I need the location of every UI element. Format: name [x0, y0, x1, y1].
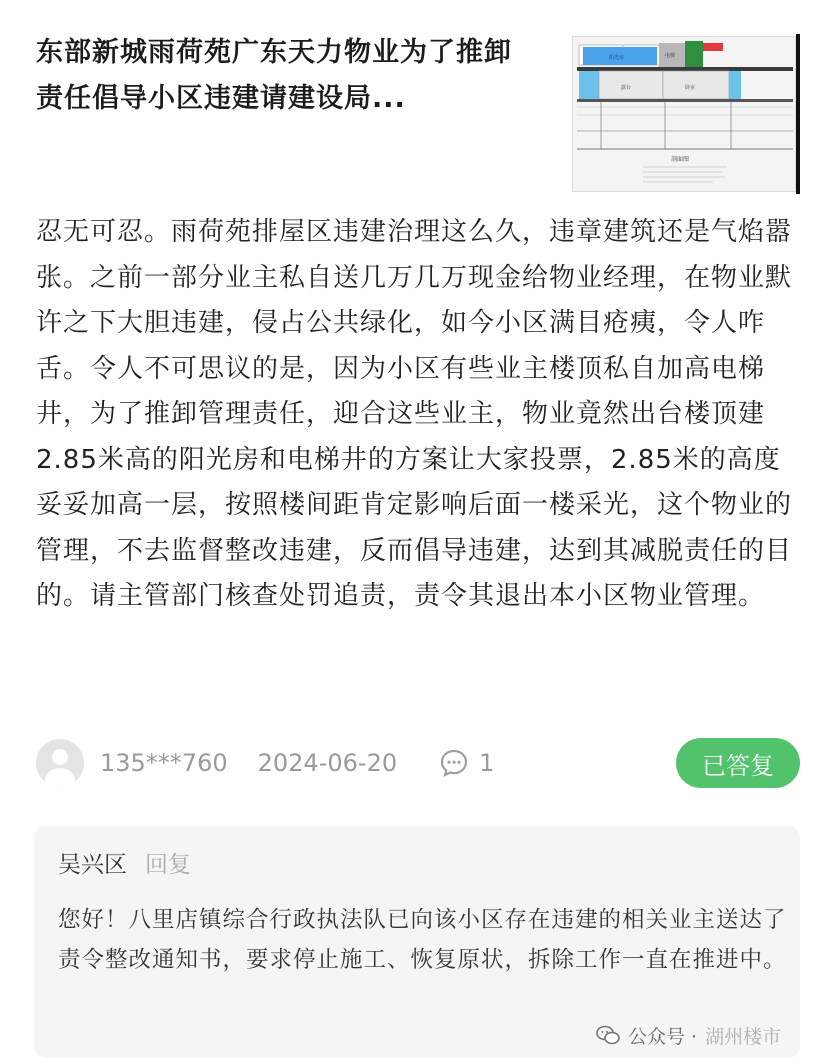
- comment-bubble-icon[interactable]: [439, 748, 469, 778]
- comment-count: 1: [479, 749, 495, 777]
- thumb-label-4: 卧室: [685, 85, 696, 91]
- thumb-caption: 剖面图: [671, 156, 690, 163]
- post-meta-row: [36, 736, 800, 790]
- watermark: [596, 1018, 806, 1052]
- reply-department: 吴兴区: [58, 852, 127, 878]
- post-body-text: 忍无可忍。雨荷苑排屋区违建治理这么久，违章建筑还是气焰嚣张。之前一部分业主私自送几万几万现金给物业经理，在物业默许之下大胆违建，侵占公共绿化，如今小区满目疮痍，令人咋舌。令人不可思议的是，因为小区有些业主楼顶私自加高电梯井，为了推卸管理责任，迎合这些业主，物业竟然出台楼顶建2.85米高的阳光房和电梯井的方案让大家投票，2.85米的高度妥妥加高一层，按照楼间距肯定影响后面一楼采光，这个物业的管理，不去监督整改违建，反而倡导违建，达到其减脱责任的目的。请主管部门核查处罚追责，责令其退出本小区物业管理。: [36, 217, 793, 611]
- user-name: 135***760: [100, 749, 228, 777]
- thumb-label-1: 阳光房: [609, 55, 625, 61]
- thumbnail-edge-divider: [796, 34, 800, 194]
- section-drawing-image: [573, 37, 796, 192]
- post-thumbnail[interactable]: [572, 36, 796, 192]
- thumb-label-2: 电梯: [665, 53, 676, 59]
- post-date: 2024-06-20: [257, 749, 398, 777]
- status-badge[interactable]: 已答复: [676, 738, 800, 788]
- thumb-label-3: 露台: [621, 85, 632, 91]
- watermark-name: 湖州楼市: [705, 1025, 782, 1048]
- user-avatar-icon[interactable]: [36, 739, 84, 787]
- reply-text: 您好！八里店镇综合行政执法队已向该小区存在违建的相关业主送达了责令整改通知书，要求停止施工、恢复原状，拆除工作一直在推进中。: [58, 907, 787, 973]
- wechat-official-account-icon: [596, 1025, 620, 1045]
- watermark-prefix: 公众号 ·: [628, 1025, 698, 1048]
- reply-header: [58, 846, 191, 879]
- reply-label: 回复: [145, 852, 191, 878]
- post-title[interactable]: 东部新城雨荷苑广东天力物业为了推卸责任倡导小区违建请建设局...: [36, 37, 512, 114]
